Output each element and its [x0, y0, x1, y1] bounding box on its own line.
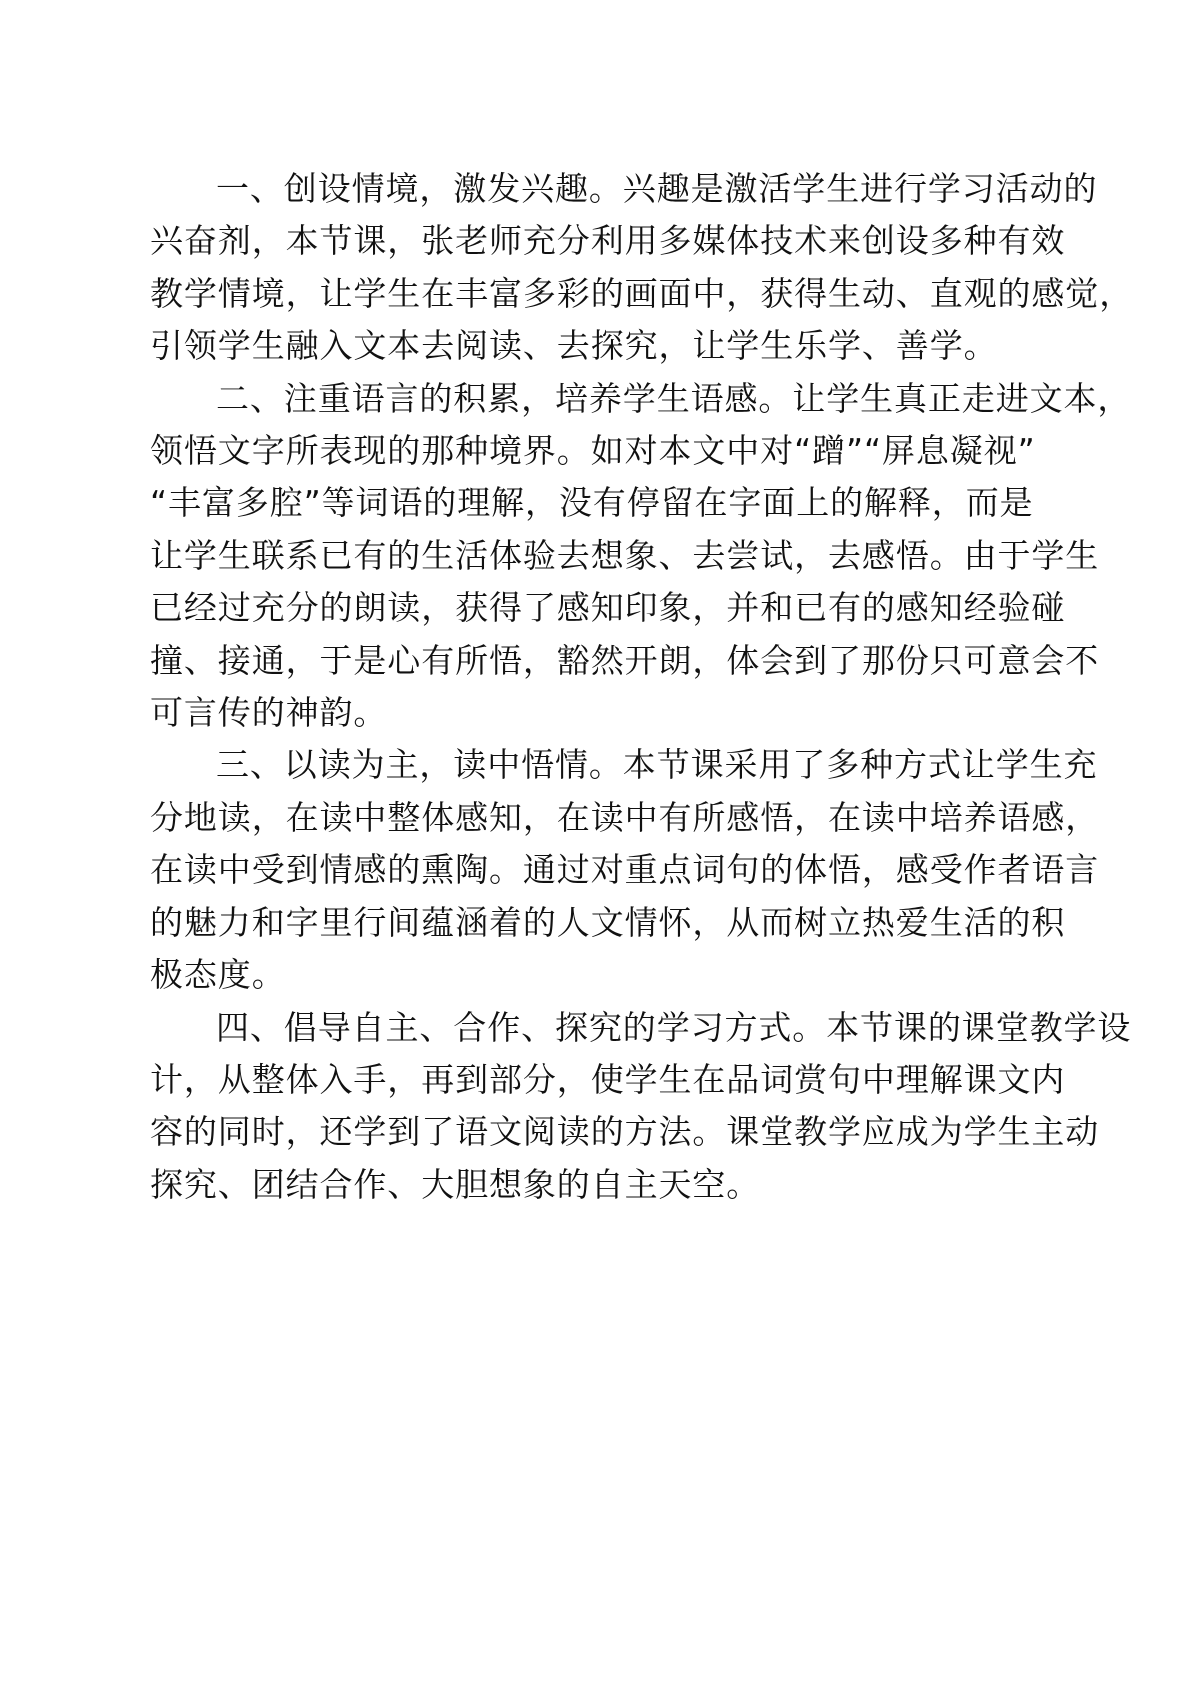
text-line: 二、注重语言的积累，培养学生语感。让学生真正走进文本，	[216, 378, 1132, 418]
text-line: 让学生联系已有的生活体验去想象、去尝试，去感悟。由于学生	[150, 535, 1100, 575]
paragraph-3	[150, 739, 1100, 1001]
text-line: 撞、接通，于是心有所悟，豁然开朗，体会到了那份只可意会不	[150, 640, 1100, 680]
text-line: 四、倡导自主、合作、探究的学习方式。本节课的课堂教学设	[216, 1007, 1132, 1047]
text-line: 探究、团结合作、大胆想象的自主天空。	[150, 1164, 761, 1204]
text-line: 可言传的神韵。	[150, 693, 388, 733]
text-line: 领悟文字所表现的那种境界。如对本文中对“蹭”“屏息凝视”	[150, 431, 1036, 471]
paragraph-2	[150, 373, 1132, 740]
text-line: 容的同时，还学到了语文阅读的方法。课堂教学应成为学生主动	[150, 1112, 1100, 1152]
text-line: 在读中受到情感的熏陶。通过对重点词句的体悟，感受作者语言	[150, 850, 1100, 890]
text-line: 分地读，在读中整体感知，在读中有所感悟，在读中培养语感，	[150, 797, 1100, 837]
paragraph-1	[150, 163, 1134, 373]
text-line: 三、以读为主，读中悟情。本节课采用了多种方式让学生充	[216, 745, 1098, 785]
text-line: 兴奋剂，本节课，张老师充分利用多媒体技术来创设多种有效	[150, 221, 1066, 261]
text-line: 已经过充分的朗读，获得了感知印象，并和已有的感知经验碰	[150, 588, 1066, 628]
text-line: 一、创设情境，激发兴趣。兴趣是激活学生进行学习活动的	[216, 169, 1098, 208]
text-line: 极态度。	[150, 955, 286, 995]
text-line: 引领学生融入文本去阅读、去探究，让学生乐学、善学。	[150, 326, 998, 366]
text-line: “丰富多腔”等词语的理解，没有停留在字面上的解释，而是	[150, 483, 1034, 523]
document-body	[150, 163, 1134, 1211]
text-line: 教学情境，让学生在丰富多彩的画面中，获得生动、直观的感觉，	[150, 273, 1134, 313]
text-line: 计，从整体入手，再到部分，使学生在品词赏句中理解课文内	[150, 1059, 1066, 1099]
paragraph-4	[150, 1002, 1132, 1212]
text-line: 的魅力和字里行间蕴涵着的人文情怀，从而树立热爱生活的积	[150, 902, 1066, 942]
